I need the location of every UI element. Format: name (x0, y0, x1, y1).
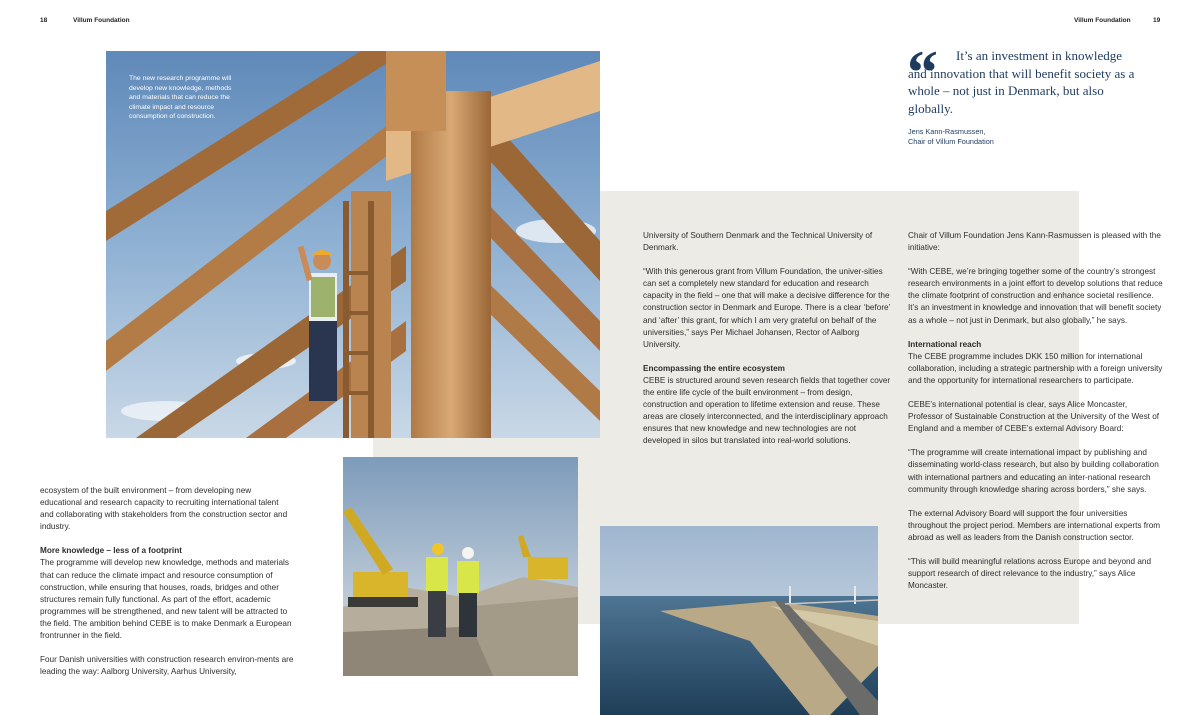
paragraph: CEBE is structured around seven research fields that together cover the entire life cycle of the built environment – from design, construction and operation to lifetime extension and reuse. These areas are closely interconnected, and the interdisciplinary approach ensures that new knowledge and new technologies are not developed in silos but translated into real-world solutions. (643, 375, 891, 446)
right-running-title: Villum Foundation (1074, 17, 1131, 24)
paragraph: The external Advisory Board will support the four universities throughout the project period. Members are international experts from abroad as well as leaders from the Danish construction sector. (908, 508, 1161, 542)
paragraph: ecosystem of the built environment – from developing new educational and research capacity to recruiting international talent and collaborating with stakeholders from the construction sector and industry. (40, 486, 288, 532)
paragraph: CEBE’s international potential is clear, says Alice Moncaster, Professor of Sustainable Construction at the University of the West of England and a member of CEBE’s external Advisory Board: (908, 400, 1160, 434)
paragraph: University of Southern Denmark and the Technical University of Denmark. (643, 231, 873, 253)
right-page-number: 19 (1153, 17, 1161, 24)
paragraph: “With CEBE, we’re bringing together some of the country’s strongest research environments in a joint effort to develop solutions that reduce the climate footprint of construction and enhance societal resilience. It’s an investment in knowledge and innovation that will benefit society as a whole – not just in Denmark, but also globally,” he says. (908, 267, 1163, 325)
quote-author-name: Jens Kann-Rasmussen, (908, 127, 986, 136)
quote-mark-icon: “ (907, 39, 938, 107)
column-3 (908, 230, 1163, 604)
pull-quote: It’s an investment in knowledge and innovation that will benefit society as a whole – not just in Denmark, but also globally. (908, 48, 1135, 116)
paragraph: The CEBE programme includes DKK 150 million for international collaboration, including a strategic partnership with a foreign university and the opportunity for international researchers to participate. (908, 351, 1163, 385)
quote-author-title: Chair of Villum Foundation (908, 136, 994, 146)
paragraph: Four Danish universities with construction research environ-ments are leading the way: Aalborg University, Aarhus University, (40, 655, 294, 677)
column-1 (40, 485, 294, 690)
paragraph: “With this generous grant from Villum Foundation, the univer-sities can set a completely new standard for education and research capacity in the field – one that will make a decisive difference for the construction sector in Denmark and Europe. There is a clear ‘before’ and ‘after’ this grant, for which I am very grateful on behalf of the universities,” says Per Michael Johansen, Rector of Aalborg University. (643, 267, 891, 349)
bridge-aerial-photo (600, 526, 878, 715)
section-heading: More knowledge – less of a footprint (40, 546, 182, 556)
quote-attribution (908, 127, 1108, 146)
construction-site-photo (343, 457, 578, 676)
photo-caption: The new research programme will develop new knowledge, methods and materials that can reduce the climate impact and resource consumption of construction. (129, 75, 232, 121)
left-running-title: Villum Foundation (73, 17, 130, 24)
left-page-number: 18 (40, 17, 48, 24)
paragraph: “The programme will create international impact by publishing and disseminating world-class research, but also by building collaboration with international partners and educating an inter-national research community through knowledge sharing across borders,” she says. (908, 448, 1159, 494)
paragraph: The programme will develop new knowledge, methods and materials that can reduce the climate impact and resource consumption of construction, while ensuring that houses, roads, bridges and other structures remain fully functional. As part of the effort, academic programmes will be strengthened, and new talent will be attracted to the field. The ambition behind CEBE is to make Denmark a European frontrunner in the field. (40, 558, 292, 641)
section-heading: Encompassing the entire ecosystem (643, 363, 785, 373)
paragraph: Chair of Villum Foundation Jens Kann-Rasmussen is pleased with the initiative: (908, 231, 1161, 253)
paragraph: “This will build meaningful relations across Europe and beyond and support research of direct relevance to the industry,” says Alice Moncaster. (908, 556, 1152, 591)
section-heading: International reach (908, 339, 982, 349)
column-2 (643, 230, 895, 460)
